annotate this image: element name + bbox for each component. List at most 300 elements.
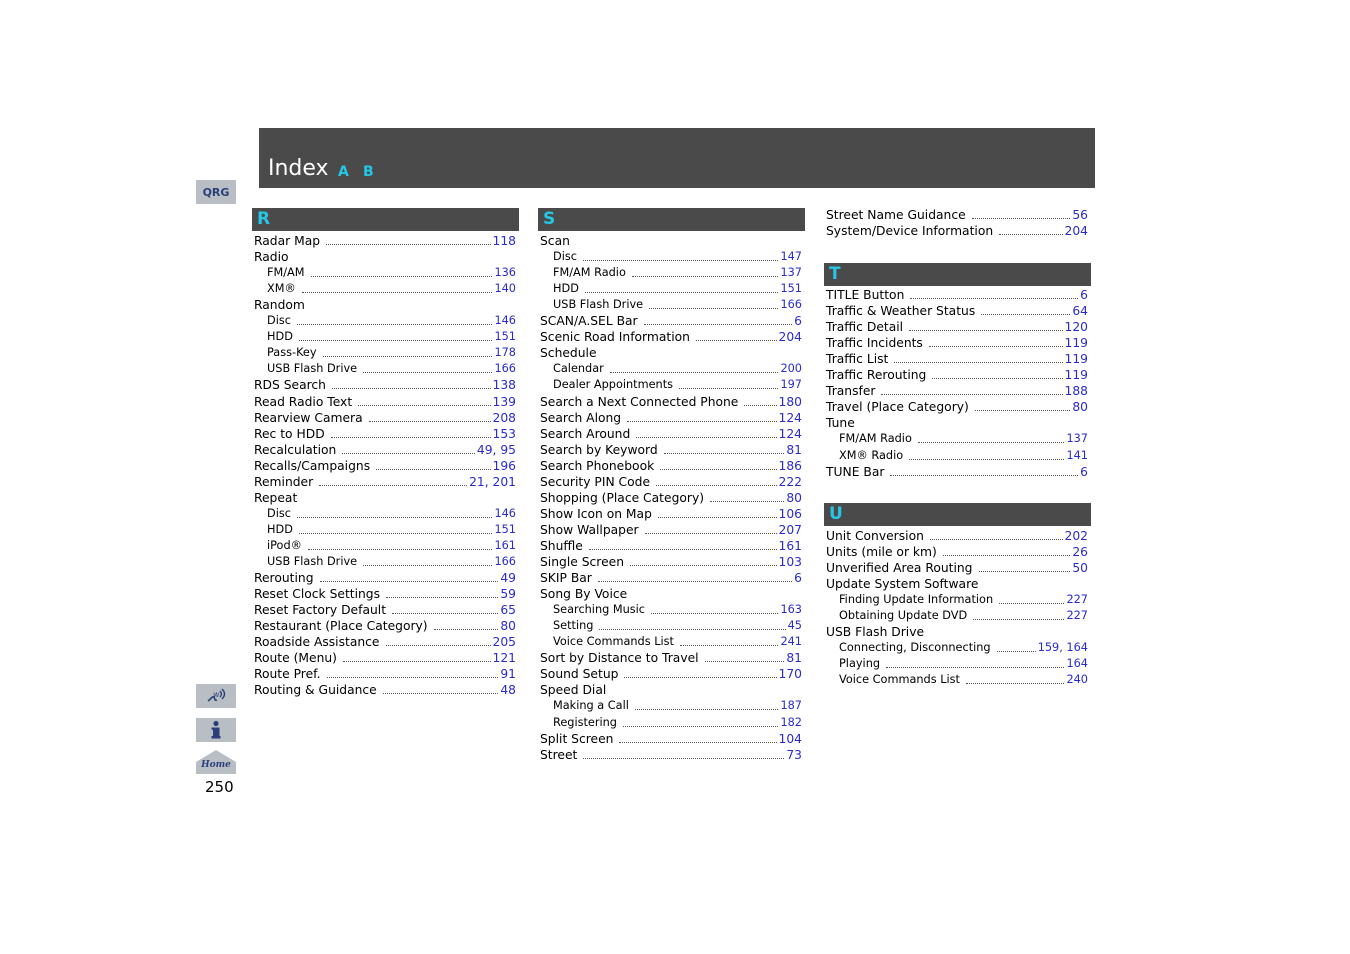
index-entry [826,576,1088,592]
svg-text:w: w [213,690,220,699]
index-subentry [553,361,802,377]
entry-label: Recalculation [254,442,337,457]
page-link[interactable]: 161 [494,538,516,552]
index-subentry [553,297,802,313]
index-entry [254,474,516,490]
index-subentry [553,634,802,650]
entry-label: Search by Keyword [540,442,658,457]
index-entry [254,650,516,666]
page-link[interactable]: 120 [1064,320,1088,335]
page-link[interactable]: 208 [492,410,516,425]
leader-dots [598,580,792,582]
entry-label: FM/AM [267,266,305,280]
page-link[interactable]: 48 [500,683,516,698]
page-link[interactable]: 166 [494,555,516,568]
page-link[interactable]: 119 [1064,368,1088,383]
leader-dots [624,676,776,678]
index-entry [826,303,1088,319]
page-link[interactable]: 180 [778,394,802,409]
leader-dots [658,516,777,518]
leader-dots [696,339,777,341]
index-entry [540,650,802,666]
leader-dots [710,500,784,502]
entry-label: USB Flash Drive [826,625,925,640]
page-link[interactable]: 222 [778,474,802,489]
entry-label: Traffic Detail [826,320,904,335]
entry-label: Split Screen [540,731,614,746]
entry-label: XM® Radio [839,448,904,462]
entry-label: SKIP Bar [540,571,592,586]
entry-label: Scan [540,234,570,248]
page-link[interactable]: 159, 164 [1037,641,1088,655]
leader-dots [649,307,778,309]
entry-label: Reset Factory Default [254,603,387,618]
leader-dots [583,259,779,261]
leader-dots [644,323,793,325]
index-subentry [839,640,1088,656]
page-link[interactable]: 103 [778,555,802,569]
leader-dots [386,596,498,598]
entry-label: Speed Dial [540,683,607,698]
entry-label: System/Device Information [826,224,994,239]
index-entry [540,554,802,570]
index-entry [254,297,516,313]
page-link[interactable]: 73 [786,747,802,762]
page-link[interactable]: 6 [794,571,802,586]
index-subentry [839,431,1088,447]
entry-label: Disc [267,314,291,328]
page-link[interactable]: 6 [1080,464,1088,479]
entry-label: Rec to HDD [254,426,325,441]
index-subentry [553,698,802,714]
index-entry [826,544,1088,560]
entry-label: Recalls/Campaigns [254,458,371,473]
page-link[interactable]: 196 [492,458,516,473]
leader-dots [323,355,493,357]
page-link[interactable]: 151 [780,282,802,296]
page-link[interactable]: 6 [794,314,802,329]
page-link[interactable]: 146 [494,314,516,328]
entry-label: Unverified Area Routing [826,561,973,576]
page-link[interactable]: 50 [1072,561,1088,576]
index-entry [254,618,516,634]
leader-dots [383,692,499,694]
index-header [259,128,1095,188]
page-link[interactable]: 121 [492,651,516,666]
index-entry [540,313,802,329]
leader-dots [999,233,1062,235]
leader-dots [343,660,491,662]
entry-label: Security PIN Code [540,474,651,489]
entry-label: Reminder [254,474,314,489]
leader-dots [320,580,499,582]
leader-dots [332,387,491,389]
entry-label: Scenic Road Information [540,330,690,345]
index-entry [540,586,802,602]
entry-label: TUNE Bar [826,464,885,479]
entry-label: Radio [254,250,289,265]
leader-dots [979,570,1071,572]
index-entry [826,319,1088,335]
letter-link-b[interactable]: B [363,164,374,180]
index-subentry [553,377,802,393]
page-link[interactable]: 205 [492,635,516,650]
entry-label: Making a Call [553,699,629,713]
leader-dots [363,564,492,566]
entry-label: Travel (Place Category) [826,400,969,415]
leader-dots [358,404,490,406]
leader-dots [376,468,490,470]
index-entry [826,464,1088,480]
page-link[interactable]: 65 [500,603,516,618]
entry-label: Song By Voice [540,587,628,602]
entry-label: Transfer [826,384,876,399]
index-subentry [267,281,516,297]
entry-label: Shuffle [540,538,583,553]
index-entry [540,458,802,474]
entry-label: Reset Clock Settings [254,587,381,602]
leader-dots [369,420,491,422]
leader-dots [679,387,778,389]
page-link[interactable]: 64 [1072,304,1088,319]
index-subentry [267,313,516,329]
index-entry [826,207,1088,223]
page-link[interactable]: 140 [494,282,516,296]
index-entry [540,747,802,763]
leader-dots [929,345,1063,347]
entry-label: Shopping (Place Category) [540,490,705,505]
page-link[interactable]: 163 [780,603,802,617]
page-link[interactable]: 161 [778,538,802,553]
page-link[interactable]: 80 [500,619,516,634]
page-title: Index [268,156,329,181]
index-entry [826,367,1088,383]
index-entry [254,666,516,682]
page-link[interactable]: 166 [780,298,802,312]
leader-dots [981,313,1070,315]
page-link[interactable]: 137 [1066,432,1088,446]
leader-dots [943,554,1071,556]
page-link[interactable]: 197 [780,378,802,392]
leader-dots [660,468,776,470]
leader-dots [299,339,493,341]
index-entry [540,345,802,361]
entry-label: SCAN/A.SEL Bar [540,314,638,329]
section-header-r [252,208,519,231]
index-entry [254,490,516,506]
entry-label: Disc [267,506,291,520]
index-entry [826,287,1088,303]
leader-dots [308,548,493,550]
page-link[interactable]: 166 [494,362,516,376]
page-link[interactable]: 187 [780,699,802,713]
index-subentry [267,554,516,570]
page-link[interactable]: 188 [1064,384,1088,399]
leader-dots [680,644,778,646]
index-entry [254,394,516,410]
page-link[interactable]: 139 [492,394,516,409]
page-link[interactable]: 204 [778,330,802,345]
leader-dots [886,666,1064,668]
page-link[interactable]: 91 [500,667,516,682]
entry-label: Street Name Guidance [826,208,966,222]
entry-label: Traffic & Weather Status [826,304,976,319]
leader-dots [392,612,498,614]
index-entry [540,682,802,698]
page-link[interactable]: 170 [778,667,802,682]
index-subentry [553,281,802,297]
page-link[interactable]: 241 [780,635,802,649]
index-entry [254,377,516,393]
leader-dots [972,217,1071,219]
voice-command-icon [205,686,227,706]
entry-label: Search a Next Connected Phone [540,394,739,409]
leader-dots [664,452,785,454]
page-link[interactable]: 81 [786,442,802,457]
index-subentry [553,618,802,634]
page-link[interactable]: 202 [1064,529,1088,543]
index-subentry [839,672,1088,688]
entry-label: Restaurant (Place Category) [254,619,428,634]
page-link[interactable]: 141 [1066,448,1088,462]
entry-label: Playing [839,657,881,671]
page-link[interactable]: 104 [778,731,802,746]
index-entry [254,682,516,698]
entry-label: Search Phonebook [540,458,655,473]
leader-dots [311,275,493,277]
leader-dots [585,291,779,293]
section-letter: T [829,264,841,284]
leader-dots [999,602,1064,604]
index-subentry [267,538,516,554]
index-entry [540,666,802,682]
svg-text:Home: Home [201,760,231,770]
leader-dots [434,628,499,630]
info-button[interactable] [196,718,236,742]
entry-label: Search Around [540,426,631,441]
entry-label: Tune [826,416,855,431]
leader-dots [645,532,777,534]
page-link[interactable]: 178 [494,346,516,360]
section-header-s [538,208,805,231]
index-entry [254,634,516,650]
section-header-u [824,503,1091,526]
index-entry [540,442,802,458]
index-subentry [267,345,516,361]
leader-dots [881,393,1062,395]
entry-label: Unit Conversion [826,529,924,543]
leader-dots [997,650,1036,652]
entry-label: Routing & Guidance [254,683,377,698]
page-link[interactable]: 137 [780,266,802,280]
leader-dots [651,612,778,614]
index-entry [254,586,516,602]
entry-label: Single Screen [540,555,624,569]
qrg-button[interactable]: QRG [196,180,236,204]
leader-dots [932,377,1062,379]
page-link[interactable]: 136 [494,266,516,280]
page-link[interactable]: 164 [1066,657,1088,671]
index-entry [540,538,802,554]
page-link[interactable]: 182 [780,715,802,729]
entry-label: Obtaining Update DVD [839,609,968,623]
entry-label: FM/AM Radio [553,266,626,280]
entry-label: RDS Search [254,378,326,393]
leader-dots [744,404,776,406]
page-link[interactable]: 240 [1066,673,1088,687]
leader-dots [589,548,777,550]
index-entry [254,442,516,458]
index-entry [254,570,516,586]
index-subentry [553,602,802,618]
page-link[interactable]: 124 [778,426,802,441]
index-entry [540,490,802,506]
entry-label: Rearview Camera [254,410,363,425]
page-link[interactable]: 124 [778,410,802,425]
index-entry [826,415,1088,431]
index-entry [540,410,802,426]
page-link[interactable]: 56 [1072,208,1088,222]
entry-label: Schedule [540,346,597,361]
page-link[interactable]: 80 [786,490,802,505]
page-link[interactable]: 119 [1064,336,1088,351]
index-entry [826,624,1088,640]
leader-dots [297,516,493,518]
page-link[interactable]: 49, 95 [476,442,516,457]
page-link[interactable]: 151 [494,330,516,344]
leader-dots [705,660,785,662]
index-entry [540,394,802,410]
index-entry [826,560,1088,576]
page-link[interactable]: 207 [778,522,802,537]
section-letter: R [257,209,271,229]
entry-label: Random [254,298,305,313]
leader-dots [297,323,493,325]
leader-dots [910,297,1078,299]
entry-label: Sort by Distance to Travel [540,651,699,666]
index-subentry [839,448,1088,464]
index-subentry [267,265,516,281]
home-icon [196,750,236,774]
leader-dots [656,484,776,486]
page-link[interactable]: 45 [787,619,802,633]
entry-label: Roadside Assistance [254,635,380,650]
entry-label: HDD [553,282,579,296]
page-link[interactable]: 227 [1066,609,1088,623]
index-entry [540,731,802,747]
page-link[interactable]: 151 [494,522,516,536]
entry-label: USB Flash Drive [267,362,358,376]
entry-label: Street [540,747,578,762]
entry-label: Rerouting [254,571,314,586]
index-entry [826,383,1088,399]
leader-dots [326,243,490,245]
index-subentry [267,506,516,522]
index-entry [254,602,516,618]
page-link[interactable]: 80 [1072,400,1088,415]
entry-label: Show Wallpaper [540,522,639,537]
page-link[interactable]: 21, 201 [469,474,516,489]
page-link[interactable]: 147 [780,250,802,264]
page-link[interactable]: 49 [500,571,516,586]
leader-dots [623,725,778,727]
entry-label: Connecting, Disconnecting [839,641,991,655]
index-subentry [553,249,802,265]
page-link[interactable]: 6 [1080,288,1088,302]
page-link[interactable]: 118 [492,234,516,248]
leader-dots [302,291,493,293]
page-link[interactable]: 186 [778,458,802,473]
index-subentry [553,715,802,731]
index-entry [826,335,1088,351]
index-entry [826,351,1088,367]
leader-dots [583,757,784,759]
page-link[interactable]: 138 [492,378,516,393]
leader-dots [635,708,779,710]
leader-dots [331,436,491,438]
index-entry [254,233,516,249]
entry-label: Disc [553,250,577,264]
index-subentry [267,361,516,377]
leader-dots [319,484,467,486]
leader-dots [327,676,499,678]
index-entry [540,233,802,249]
leader-dots [619,741,776,743]
index-entry [254,426,516,442]
entry-label: Voice Commands List [839,673,960,687]
entry-label: Registering [553,715,617,729]
voice-command-button[interactable] [196,684,236,708]
entry-label: USB Flash Drive [267,555,358,568]
leader-dots [363,371,492,373]
index-entry [540,474,802,490]
letter-link-a[interactable]: A [338,164,349,180]
page-link[interactable]: 227 [1066,593,1088,607]
page-link[interactable]: 119 [1064,352,1088,367]
page-link[interactable]: 146 [494,506,516,520]
entry-label: Finding Update Information [839,593,994,607]
index-entry [540,522,802,538]
index-entry [826,528,1088,544]
page-link[interactable]: 26 [1072,545,1088,560]
index-entry [826,223,1088,239]
entry-label: Sound Setup [540,667,619,682]
home-button[interactable] [196,750,236,774]
index-entry [826,399,1088,415]
entry-label: Route Pref. [254,667,321,682]
page-link[interactable]: 204 [1064,224,1088,239]
entry-label: Route (Menu) [254,651,337,666]
leader-dots [630,564,777,566]
page-link[interactable]: 153 [492,426,516,441]
index-entry [254,249,516,265]
entry-label: FM/AM Radio [839,432,912,446]
leader-dots [299,532,493,534]
index-subentry [839,656,1088,672]
page-link[interactable]: 106 [778,506,802,521]
entry-label: Searching Music [553,603,646,617]
entry-label: Read Radio Text [254,394,353,409]
leader-dots [890,474,1078,476]
entry-label: Traffic List [826,352,889,367]
entry-label: Traffic Rerouting [826,368,927,383]
leader-dots [894,361,1062,363]
leader-dots [909,458,1064,460]
page-link[interactable]: 59 [500,587,516,602]
page-link[interactable]: 200 [780,362,802,376]
page-link[interactable]: 81 [786,651,802,666]
index-entry [254,458,516,474]
